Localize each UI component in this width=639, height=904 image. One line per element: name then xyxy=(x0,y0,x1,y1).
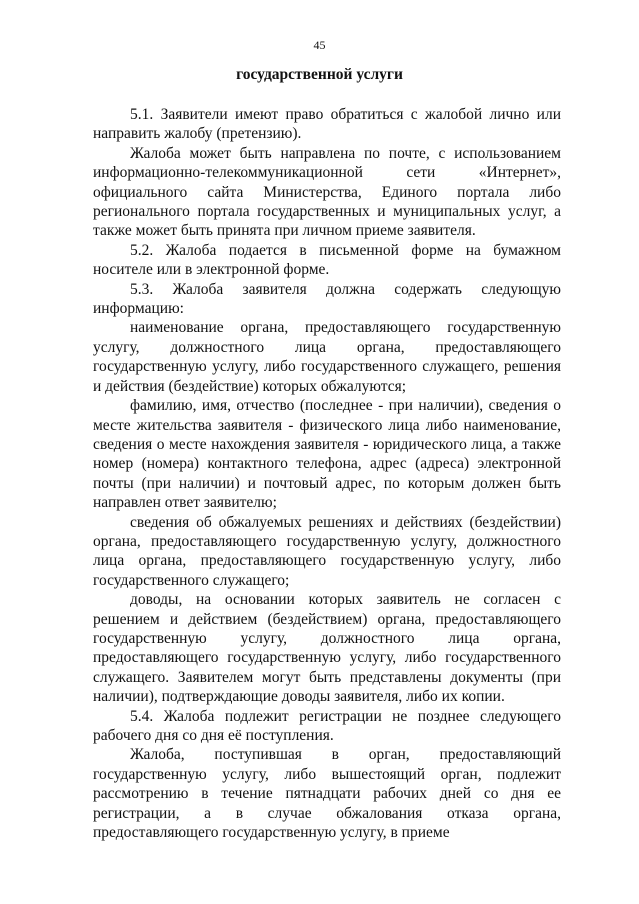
paragraph-5-4: 5.4. Жалоба подлежит регистрации не позднее следующего рабочего дня со дня её поступления. xyxy=(93,707,561,744)
paragraph-appealed-decisions: сведения об обжалуемых решениях и действиях (бездействии) органа, предоставляющего государственную услугу, должностного лица органа, предоставляющего государственную услугу, либо государственного служащего; xyxy=(93,513,561,589)
paragraph-arguments: доводы, на основании которых заявитель не согласен с решением и действием (бездействием) органа, предоставляющего государственную услугу, должностного лица органа, предоставляющего государственную услугу, либо государственного служащего. Заявителем могут быть представлены документы (при наличии), подтверждающие доводы заявителя, либо их копии. xyxy=(93,591,561,706)
paragraph-5-1: 5.1. Заявители имеют право обратиться с жалобой лично или направить жалобу (претензию). xyxy=(93,106,561,143)
paragraph-authority-name: наименование органа, предоставляющего государственную услугу, должностного лица органа, предоставляющего государственную услугу, либо государственного служащего, решения и действия (бездействие) которых обжалуются; xyxy=(93,319,561,395)
body-text xyxy=(93,105,561,842)
paragraph-5-2: 5.2. Жалоба подается в письменной форме на бумажном носителе или в электронной форме. xyxy=(93,241,561,279)
section-title: государственной услуги xyxy=(236,66,403,83)
paragraph-review-term: Жалоба, поступившая в орган, предоставляющий государственную услугу, либо вышестоящий орган, подлежит рассмотрению в течение пятнадцати рабочих дней со дня ее регистрации, а в случае обжалования отказа органа, предоставляющего государственную услугу, в приеме xyxy=(93,746,561,842)
paragraph-5-3: 5.3. Жалоба заявителя должна содержать следующую информацию: xyxy=(93,280,561,318)
paragraph-submission-channels: Жалоба может быть направлена по почте, с использованием информационно-телекоммуникационной сети «Интернет», официального сайта Министерства, Единого портала либо регионального портала государственных и муниципальных услуг, а также может быть принята при личном приеме заявителя. xyxy=(93,144,561,240)
page-number: 45 xyxy=(313,38,326,52)
paragraph-applicant-details: фамилию, имя, отчество (последнее - при наличии), сведения о месте жительства заявителя - физического лица либо наименование, сведения о месте нахождения заявителя - юридического лица, а также номер (номера) контактного телефона, адрес (адреса) электронной почты (при наличии) и почтовый адрес, по которым должен быть направлен ответ заявителю; xyxy=(93,397,561,512)
